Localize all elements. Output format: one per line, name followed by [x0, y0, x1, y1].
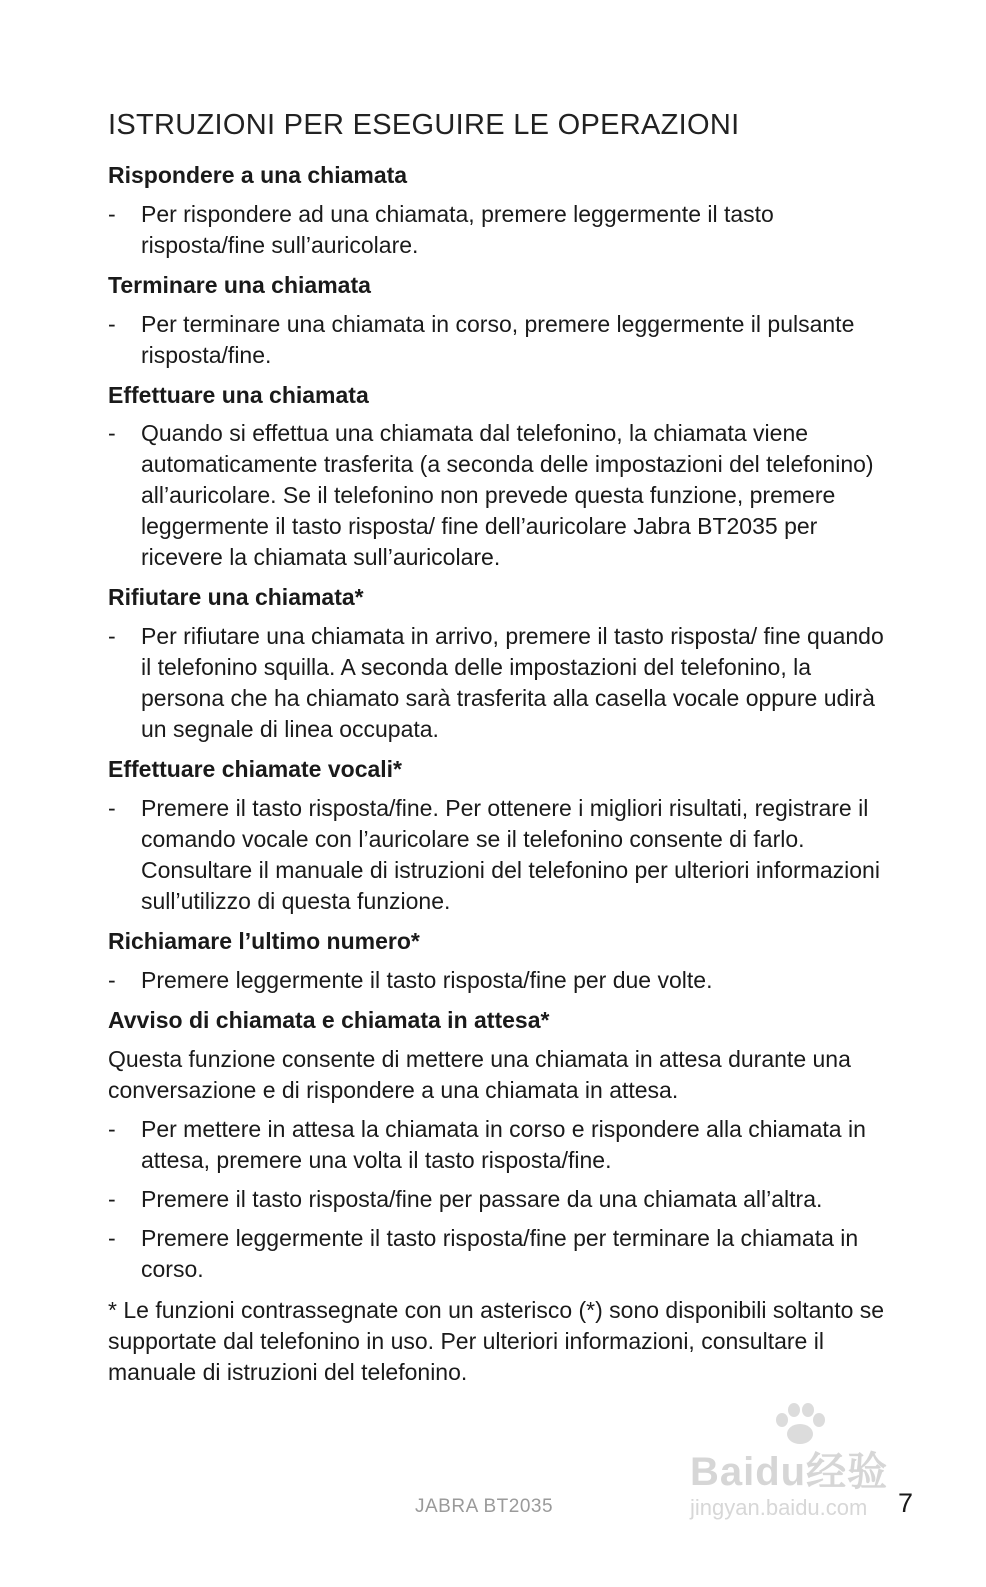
dash-marker: -: [108, 623, 116, 650]
list-item-text: Premere leggermente il tasto risposta/fine per due volte.: [141, 967, 713, 994]
bullet-list: [108, 965, 898, 996]
section-end-call: [108, 271, 898, 371]
dash-marker: -: [108, 795, 116, 822]
section-call-waiting: [108, 1006, 898, 1285]
page-title: ISTRUZIONI PER ESEGUIRE LE OPERAZIONI: [108, 109, 740, 141]
dash-marker: -: [108, 420, 116, 447]
page-number: 7: [898, 1488, 914, 1518]
list-item: [108, 418, 898, 573]
dash-marker: -: [108, 1225, 116, 1252]
dash-marker: -: [108, 310, 116, 337]
bullet-list: [108, 199, 898, 261]
section-heading: Rispondere a una chiamata: [108, 161, 408, 188]
list-item-text: Premere il tasto risposta/fine. Per ottenere i migliori risultati, registrare il comando vocale con l’auricolare se il telefonino consente di farlo. Consultare il manuale di istruzioni del telefonino per ulteriori informazioni sull’utilizzo di questa funzione.: [141, 795, 880, 915]
list-item-text: Quando si effettua una chiamata dal telefonino, la chiamata viene automaticamente trasferita (a seconda delle impostazioni del telefonino) all’auricolare. Se il telefonino non prevede questa funzione, premere leggermente il tasto risposta/ fine dell’auricolare Jabra BT2035 per ricevere la chiamata sull’auricolare.: [141, 420, 874, 571]
bullet-list: [108, 1114, 898, 1285]
dash-marker: -: [108, 967, 116, 994]
section-heading: Rifiutare una chiamata*: [108, 584, 364, 611]
watermark-url: jingyan.baidu.com: [690, 1495, 868, 1520]
list-item: [108, 309, 898, 371]
bullet-list: [108, 309, 898, 371]
list-item-text: Per rispondere ad una chiamata, premere leggermente il tasto risposta/fine sull’auricolare.: [141, 200, 774, 258]
list-item-text: Premere leggermente il tasto risposta/fine per terminare la chiamata in corso.: [141, 1225, 859, 1283]
list-item: [108, 1184, 898, 1215]
watermark-logo: Baidu经验: [690, 1450, 889, 1494]
section-redial: [108, 927, 898, 996]
list-item: [108, 793, 898, 917]
section-heading: Effettuare una chiamata: [108, 381, 369, 408]
paw-icon: [770, 1400, 830, 1448]
section-heading: Richiamare l’ultimo numero*: [108, 928, 420, 955]
footnote: * Le funzioni contrassegnate con un asterisco (*) sono disponibili soltanto se supportate dal telefonino in uso. Per ulteriori informazioni, consultare il manuale di istruzioni del telefonino.: [108, 1297, 885, 1386]
section-reject-call: [108, 583, 898, 745]
list-item-text: Per mettere in attesa la chiamata in corso e rispondere alla chiamata in attesa, premere una volta il tasto risposta/fine.: [141, 1116, 866, 1174]
bullet-list: [108, 793, 898, 917]
dash-marker: -: [108, 200, 116, 227]
list-item: [108, 621, 898, 745]
section-heading: Avviso di chiamata e chiamata in attesa*: [108, 1007, 550, 1034]
list-item: [108, 199, 898, 261]
section-make-call: [108, 381, 898, 574]
footer-product-name: JABRA BT2035: [415, 1496, 554, 1517]
bullet-list: [108, 621, 898, 745]
list-item-text: Per terminare una chiamata in corso, premere leggermente il pulsante risposta/fine.: [141, 310, 855, 368]
section-heading: Effettuare chiamate vocali*: [108, 756, 403, 783]
list-item: [108, 965, 898, 996]
list-item-text: Per rifiutare una chiamata in arrivo, premere il tasto risposta/ fine quando il telefonino squilla. A seconda delle impostazioni del telefonino, la persona che ha chiamato sarà trasferita alla casella vocale oppure udirà un segnale di linea occupata.: [141, 623, 884, 743]
list-item: [108, 1223, 898, 1285]
section-answer-call: [108, 161, 898, 261]
section-voice-dialing: [108, 755, 898, 917]
dash-marker: -: [108, 1186, 116, 1213]
section-heading: Terminare una chiamata: [108, 271, 371, 298]
list-item: [108, 1114, 898, 1176]
list-item-text: Premere il tasto risposta/fine per passare da una chiamata all’altra.: [141, 1186, 823, 1213]
document-page: [108, 108, 898, 1388]
bullet-list: [108, 418, 898, 573]
section-intro: Questa funzione consente di mettere una chiamata in attesa durante una conversazione e di rispondere a una chiamata in attesa.: [108, 1046, 851, 1104]
baidu-watermark: [690, 1400, 920, 1535]
dash-marker: -: [108, 1116, 116, 1143]
